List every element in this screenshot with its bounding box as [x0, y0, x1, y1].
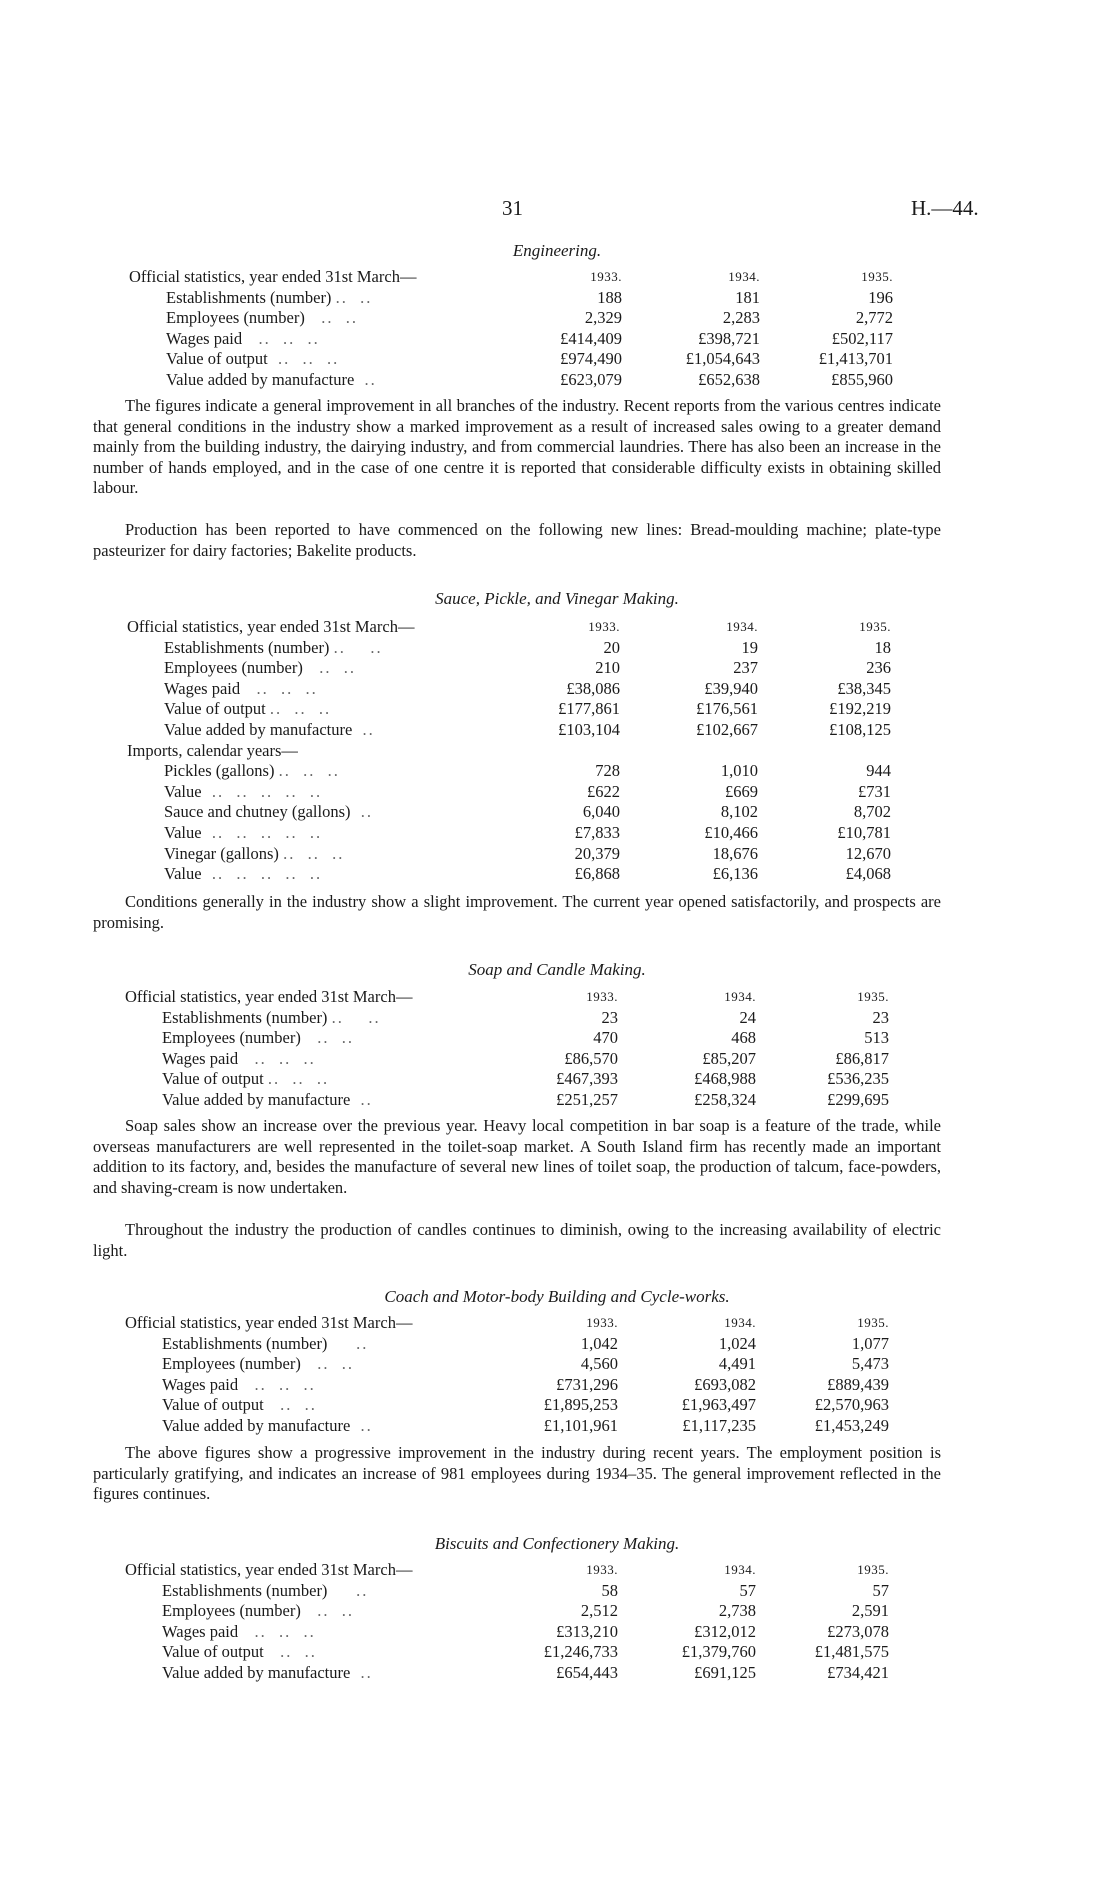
cell-1935: £38,345: [837, 678, 891, 698]
table-row: Value .. .. .. .. .. £6,868 £6,136 £4,068: [164, 864, 891, 884]
cell-1934: £691,125: [694, 1662, 756, 1682]
document-reference: H.—44.: [911, 196, 979, 220]
cell-1934: £652,638: [698, 369, 760, 389]
row-label: Value of output: [162, 1069, 264, 1089]
engineering-stats-table: [129, 266, 893, 391]
table-row: Establishments (number) .. .. 20 19 18: [164, 637, 891, 657]
cell-1935: £108,125: [829, 719, 891, 739]
year-header: 1933.: [590, 269, 622, 284]
table-row: Wages paid .. .. .. £38,086 £39,940 £38,345: [164, 678, 891, 698]
row-label: Employees (number): [166, 308, 305, 328]
table-row: Value of output .. .. £1,895,253 £1,963,497 £2,570,963: [162, 1395, 889, 1415]
cell-1935: £536,235: [827, 1069, 889, 1089]
cell-1934: £176,561: [696, 699, 758, 719]
row-label: Wages paid: [162, 1048, 239, 1068]
cell-1933: £251,257: [556, 1089, 618, 1109]
cell-1935: 5,473: [851, 1354, 889, 1374]
table-row: Wages paid .. .. .. £731,296 £693,082 £889,439: [162, 1374, 889, 1394]
row-label: Value: [164, 781, 202, 801]
cell-1933: £1,246,733: [543, 1642, 618, 1662]
cell-1935: £855,960: [831, 369, 893, 389]
cell-1935: £502,117: [831, 328, 893, 348]
cell-1933: 188: [597, 287, 622, 307]
header-label: Official statistics, year ended 31st March—: [125, 986, 413, 1006]
cell-1935: 57: [872, 1580, 889, 1600]
cell-1933: £974,490: [560, 349, 622, 369]
table-row: Value of output .. .. .. £467,393 £468,988 £536,235: [162, 1069, 889, 1089]
cell-1933: 210: [595, 658, 620, 678]
cell-1933: £623,079: [560, 369, 622, 389]
cell-1933: 23: [601, 1007, 618, 1027]
cell-1933: 1,042: [580, 1333, 618, 1353]
paragraph: The above figures show a progressive improvement in the industry during recent years. The employment position is particularly gratifying, and indicates an increase of 981 employees during 1934–35. The general improvement reflected in the figures continues.: [93, 1443, 941, 1504]
cell-1934: 1,024: [718, 1333, 756, 1353]
cell-1935: 513: [864, 1028, 889, 1048]
table-row: Value .. .. .. .. .. £7,833 £10,466 £10,781: [164, 822, 891, 842]
table-row: Value added by manufacture .. £1,101,961 £1,117,235 £1,453,249: [162, 1415, 889, 1435]
table-row: Value of output .. .. .. £974,490 £1,054,643 £1,413,701: [166, 349, 893, 369]
biscuits-stats-table: [125, 1559, 889, 1684]
section-title-biscuits-confectionery: Biscuits and Confectionery Making.: [434, 1534, 680, 1553]
cell-1934: £398,721: [698, 328, 760, 348]
year-header: 1934.: [726, 619, 758, 634]
cell-1935: £299,695: [827, 1089, 889, 1109]
table-header-row: [127, 616, 891, 638]
cell-1934: 468: [731, 1028, 756, 1048]
cell-1934: 2,283: [722, 308, 760, 328]
row-label: Value of output: [162, 1395, 264, 1415]
row-label: Value of output: [162, 1642, 264, 1662]
year-header: 1934.: [728, 269, 760, 284]
cell-1935: 236: [866, 658, 891, 678]
cell-1934: £6,136: [712, 864, 758, 884]
cell-1935: 944: [866, 761, 891, 781]
cell-1934: £39,940: [704, 678, 758, 698]
table-row: Pickles (gallons) .. .. .. 728 1,010 944: [164, 761, 891, 781]
table-row: Establishments (number) .. .. 188 181 196: [166, 287, 893, 307]
section-title-engineering: Engineering.: [512, 241, 602, 260]
paragraph: Soap sales show an increase over the previous year. Heavy local competition in bar soap is a feature of the trade, while overseas manufacturers are well represented in the toilet-soap market. A South Island firm has recently made an important addition to its factory, and, besides the manufacture of several new lines of toilet soap, the production of talcum, face-powders, and shaving-cream is now undertaken.: [93, 1116, 941, 1197]
row-label: Value: [164, 822, 202, 842]
table-row: Employees (number) .. .. 470 468 513: [162, 1028, 889, 1048]
cell-1933: 728: [595, 761, 620, 781]
row-label: Establishments (number): [164, 637, 330, 657]
row-label: Value: [164, 864, 202, 884]
cell-1935: 1,077: [851, 1333, 889, 1353]
paragraph: Throughout the industry the production of candles continues to diminish, owing to the increasing availability of electric light.: [93, 1220, 941, 1260]
cell-1934: 24: [739, 1007, 756, 1027]
table-row: Employees (number) .. .. 2,512 2,738 2,591: [162, 1601, 889, 1621]
cell-1935: £10,781: [837, 822, 891, 842]
year-header: 1933.: [586, 1562, 618, 1577]
cell-1934: 181: [735, 287, 760, 307]
cell-1933: £38,086: [566, 678, 620, 698]
cell-1933: £7,833: [574, 822, 620, 842]
cell-1934: £1,379,760: [681, 1642, 756, 1662]
cell-1934: 57: [739, 1580, 756, 1600]
year-header: 1933.: [586, 989, 618, 1004]
cell-1934: £85,207: [702, 1048, 756, 1068]
section-title-sauce-pickle-vinegar: Sauce, Pickle, and Vinegar Making.: [435, 589, 679, 608]
sauce-stats-table: [127, 616, 891, 885]
sub-label: Imports, calendar years—: [127, 740, 298, 760]
section-title-soap-candle: Soap and Candle Making.: [468, 960, 646, 979]
row-label: Pickles (gallons): [164, 761, 275, 781]
table-row: Value of output .. .. .. £177,861 £176,561 £192,219: [164, 699, 891, 719]
row-label: Wages paid: [164, 678, 241, 698]
table-row: Value added by manufacture .. £654,443 £691,125 £734,421: [162, 1662, 889, 1682]
cell-1933: 4,560: [580, 1354, 618, 1374]
cell-1934: 237: [733, 658, 758, 678]
year-header: 1935.: [857, 1562, 889, 1577]
table-row: Employees (number) .. .. 4,560 4,491 5,473: [162, 1354, 889, 1374]
cell-1933: £86,570: [564, 1048, 618, 1068]
soap-stats-table: [125, 986, 889, 1111]
cell-1933: £731,296: [556, 1374, 618, 1394]
cell-1935: 2,772: [855, 308, 893, 328]
cell-1933: 58: [601, 1580, 618, 1600]
table-row: Value .. .. .. .. .. £622 £669 £731: [164, 781, 891, 801]
cell-1934: 4,491: [718, 1354, 756, 1374]
cell-1934: 1,010: [720, 761, 758, 781]
cell-1935: £192,219: [829, 699, 891, 719]
header-label: Official statistics, year ended 31st March—: [127, 616, 415, 636]
coach-stats-table: [125, 1312, 889, 1437]
year-header: 1934.: [724, 989, 756, 1004]
year-header: 1935.: [861, 269, 893, 284]
table-row: Value of output .. .. £1,246,733 £1,379,760 £1,481,575: [162, 1642, 889, 1662]
cell-1933: 2,329: [584, 308, 622, 328]
year-header: 1935.: [857, 1315, 889, 1330]
row-label: Employees (number): [162, 1354, 301, 1374]
table-row: Vinegar (gallons) .. .. .. 20,379 18,676 12,670: [164, 843, 891, 863]
table-header-row: [125, 1312, 889, 1334]
cell-1933: 6,040: [582, 802, 620, 822]
cell-1934: £1,054,643: [685, 349, 760, 369]
cell-1935: £734,421: [827, 1662, 889, 1682]
cell-1933: 2,512: [580, 1601, 618, 1621]
table-row: Establishments (number) .. 58 57 57: [162, 1580, 889, 1600]
page-number: 31: [502, 196, 523, 220]
row-label: Value added by manufacture: [162, 1415, 351, 1435]
cell-1933: 20,379: [574, 843, 620, 863]
table-row: Employees (number) .. .. 2,329 2,283 2,772: [166, 308, 893, 328]
header-label: Official statistics, year ended 31st March—: [125, 1312, 413, 1332]
paragraph: Conditions generally in the industry show a slight improvement. The current year opened satisfactorily, and prospects are promising.: [93, 892, 941, 932]
row-label: Wages paid: [162, 1374, 239, 1394]
cell-1933: £654,443: [556, 1662, 618, 1682]
row-label: Wages paid: [166, 328, 243, 348]
header-label: Official statistics, year ended 31st March—: [125, 1559, 413, 1579]
row-label: Wages paid: [162, 1621, 239, 1641]
cell-1933: 470: [593, 1028, 618, 1048]
year-header: 1933.: [586, 1315, 618, 1330]
paragraph: The figures indicate a general improvement in all branches of the industry. Recent reports from the various centres indicate that general conditions in the industry show a marked improvement as a result of increased sales owing to a greater demand mainly from the building industry, the dairying industry, and from commercial laundries. There has also been an increase in the number of hands employed, and in the case of one centre it is reported that considerable difficulty exists in obtaining skilled labour.: [93, 396, 941, 498]
row-label: Establishments (number): [162, 1333, 328, 1353]
row-label: Sauce and chutney (gallons): [164, 802, 351, 822]
cell-1934: £468,988: [694, 1069, 756, 1089]
cell-1935: £889,439: [827, 1374, 889, 1394]
cell-1933: 20: [603, 637, 620, 657]
table-header-row: [125, 1559, 889, 1581]
cell-1934: £10,466: [704, 822, 758, 842]
row-label: Vinegar (gallons): [164, 843, 279, 863]
row-label: Value of output: [166, 349, 268, 369]
cell-1934: £1,963,497: [681, 1395, 756, 1415]
section-title-coach-motor-body: Coach and Motor-body Building and Cycle-works.: [384, 1287, 730, 1306]
cell-1933: £1,895,253: [543, 1395, 618, 1415]
table-header-row: [129, 266, 893, 288]
cell-1935: £4,068: [845, 864, 891, 884]
cell-1935: £1,481,575: [814, 1642, 889, 1662]
cell-1933: £414,409: [560, 328, 622, 348]
year-header: 1935.: [859, 619, 891, 634]
cell-1935: £86,817: [835, 1048, 889, 1068]
row-label: Establishments (number): [162, 1580, 328, 1600]
cell-1934: £1,117,235: [682, 1415, 756, 1435]
year-header: 1933.: [588, 619, 620, 634]
table-row: Establishments (number) .. .. 23 24 23: [162, 1007, 889, 1027]
cell-1935: 12,670: [845, 843, 891, 863]
cell-1935: £2,570,963: [814, 1395, 889, 1415]
table-row: Wages paid .. .. .. £86,570 £85,207 £86,817: [162, 1048, 889, 1068]
cell-1935: 18: [874, 637, 891, 657]
table-row: Value added by manufacture .. £103,104 £102,667 £108,125: [164, 719, 891, 739]
row-label: Establishments (number): [166, 287, 332, 307]
cell-1934: £693,082: [694, 1374, 756, 1394]
row-label: Employees (number): [162, 1028, 301, 1048]
cell-1934: £258,324: [694, 1089, 756, 1109]
cell-1934: £312,012: [694, 1621, 756, 1641]
table-row: Wages paid .. .. .. £414,409 £398,721 £502,117: [166, 328, 893, 348]
cell-1933: £313,210: [556, 1621, 618, 1641]
cell-1933: £177,861: [558, 699, 620, 719]
table-header-row: [125, 986, 889, 1008]
table-row: Establishments (number) .. 1,042 1,024 1,077: [162, 1333, 889, 1353]
table-row: Sauce and chutney (gallons) .. 6,040 8,102 8,702: [164, 802, 891, 822]
cell-1935: £1,453,249: [814, 1415, 889, 1435]
cell-1935: 2,591: [851, 1601, 889, 1621]
table-subheader-row: [127, 741, 891, 762]
cell-1935: £731: [858, 781, 891, 801]
table-row: Value added by manufacture .. £623,079 £652,638 £855,960: [166, 369, 893, 389]
cell-1935: £273,078: [827, 1621, 889, 1641]
paragraph: Production has been reported to have commenced on the following new lines: Bread-moulding machine; plate-type pasteurizer for dairy factories; Bakelite products.: [93, 520, 941, 560]
row-label: Employees (number): [164, 658, 303, 678]
row-label: Value of output: [164, 699, 266, 719]
cell-1935: £1,413,701: [818, 349, 893, 369]
cell-1935: 23: [872, 1007, 889, 1027]
table-row: Value added by manufacture .. £251,257 £258,324 £299,695: [162, 1089, 889, 1109]
cell-1934: 18,676: [712, 843, 758, 863]
table-row: Employees (number) .. .. 210 237 236: [164, 658, 891, 678]
cell-1935: 196: [868, 287, 893, 307]
cell-1933: £103,104: [558, 719, 620, 739]
row-label: Value added by manufacture: [162, 1089, 351, 1109]
row-label: Establishments (number): [162, 1007, 328, 1027]
cell-1934: 8,102: [720, 802, 758, 822]
cell-1934: 19: [741, 637, 758, 657]
row-label: Value added by manufacture: [164, 719, 353, 739]
table-row: Wages paid .. .. .. £313,210 £312,012 £273,078: [162, 1621, 889, 1641]
year-header: 1934.: [724, 1562, 756, 1577]
cell-1933: £1,101,961: [543, 1415, 618, 1435]
year-header: 1934.: [724, 1315, 756, 1330]
year-header: 1935.: [857, 989, 889, 1004]
cell-1933: £622: [587, 781, 620, 801]
cell-1933: £467,393: [556, 1069, 618, 1089]
header-label: Official statistics, year ended 31st March—: [129, 266, 417, 286]
cell-1934: 2,738: [718, 1601, 756, 1621]
cell-1933: £6,868: [574, 864, 620, 884]
cell-1935: 8,702: [853, 802, 891, 822]
row-label: Value added by manufacture: [166, 369, 355, 389]
row-label: Employees (number): [162, 1601, 301, 1621]
cell-1934: £669: [725, 781, 758, 801]
row-label: Value added by manufacture: [162, 1662, 351, 1682]
cell-1934: £102,667: [696, 719, 758, 739]
